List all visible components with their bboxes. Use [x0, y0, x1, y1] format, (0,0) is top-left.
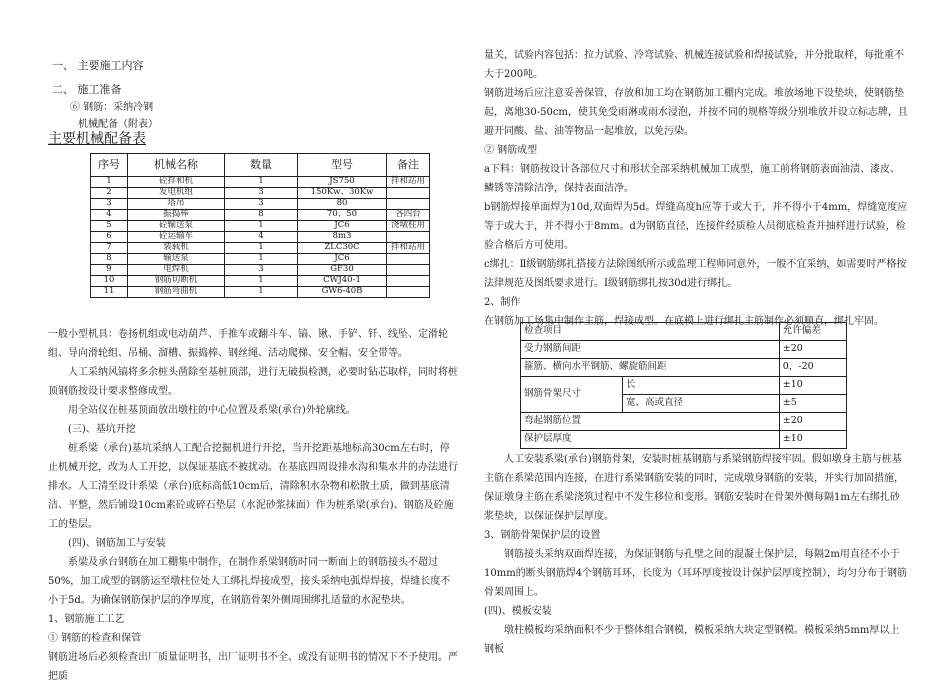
table-header-row [91, 154, 430, 177]
tol-subitem: 长 [623, 377, 780, 395]
table-cell: CWJ40-1 [298, 276, 387, 287]
paragraph-fabrication: 在钢筋加工场集中制作主筋，焊接成型。在底模上进行绑扎主筋制作必须顺直，绑扎牢固。 [484, 316, 884, 327]
table-cell [387, 188, 430, 199]
table-cell: 7 [91, 243, 128, 254]
section-rebar-inspection: ① 钢筋的检查和保管 [48, 633, 142, 644]
paragraph-cover: 钢筋接头采纳双面焊连接，为保证钢筋与孔壁之间的混凝土保护层，每隔2m用直径不小于10mm的断头钢筋焊4个钢筋耳环，长度为（耳环厚度按设计保护层厚度控制），均匀分布于钢筋骨架周围上。 [484, 549, 908, 598]
table-cell: 3 [91, 199, 128, 210]
table-cell: 8m3 [298, 232, 387, 243]
machinery-note: 机械配备（附表） [78, 119, 158, 130]
heading-preparation: 二、 施工准备 [52, 83, 122, 96]
table-row [91, 188, 430, 199]
table-cell: 钢筋弯曲机 [128, 287, 225, 298]
header-no: 序号 [91, 154, 128, 177]
table-cell: 1 [225, 221, 298, 232]
table-cell: 砼拌和机 [128, 177, 225, 188]
paragraph-formwork: 墩柱模板均采纳面积不少于整体组合钢模，模板采纳大块定型钢模。模板采纳5mm厚以上钢板 [484, 625, 900, 655]
section-cover: 3、钢筋骨架保护层的设置 [484, 530, 601, 541]
table-cell [387, 276, 430, 287]
table-row [521, 359, 847, 377]
tol-value: ±10 [779, 377, 846, 395]
table-cell [387, 265, 430, 276]
paragraph-pile-head: 人工采纳风镐将多余桩头凿除至基桩顶部，进行无破损检测，必要时钻芯取样，同时将桩顶钢筋按设计要求整修成型。 [48, 367, 458, 397]
table-cell: 6 [91, 232, 128, 243]
machinery-table [90, 153, 430, 298]
table-cell: 电焊机 [128, 265, 225, 276]
paragraph-installation: 人工安装系梁(承台)钢筋骨架，安装时桩基钢筋与系梁钢筋焊接牢固。假如墩身主筋与桩基主筋在系梁范围内连接，在进行系梁钢筋安装的同时，完成墩身钢筋的安装，并实行加固措施，保证墩身主筋在系梁浇筑过程中不发生移位和变形。钢筋安装时在骨架外侧每隔1m左右绑扎砂浆垫块，以保证保护层厚度。 [484, 454, 904, 522]
table-cell: 8 [225, 210, 298, 221]
section-excavation: (三)、基坑开挖 [68, 424, 136, 435]
paragraph-excavation: 桩系梁（承台)基坑采纳人工配合挖掘机进行开挖，当开挖距基地标高30cm左右时，停止机械开挖，改为人工开挖，以保证基底不被扰动。在基底四周设排水沟和集水井的办法进行排水。人工清至设计系梁（承台)底标高低10cm后，清除积水杂物和松散土质，做到基底清洁、平整，然后铺设10cm素砼或碎石垫层（水泥砂浆抹面）作为桩系梁(承台)、钢筋及砼施工的垫层。 [48, 443, 458, 530]
table-cell: 1 [225, 254, 298, 265]
table-cell: 3 [225, 188, 298, 199]
table-cell: 11 [91, 287, 128, 298]
table-cell: 装载机 [128, 243, 225, 254]
table-cell: 浇墩柱用 [387, 221, 430, 232]
right-column [484, 46, 909, 331]
paragraph-cutting: a下料：钢筋按设计各部位尺寸和形状全部采纳机械加工成型，施工前将钢筋表面油渍、漆皮、鳞锈等清除洁净，保持表面洁净。 [484, 164, 900, 194]
heading-main-content: 一、 主要施工内容 [52, 59, 144, 72]
paragraph-inspection: 钢筋进场后必须检查出厂质量证明书，出厂证明书不全、或没有证明书的情况下不予使用。严把质 [48, 652, 458, 682]
table-cell: 塔吊 [128, 199, 225, 210]
table-cell: 1 [225, 276, 298, 287]
table-cell: JC6 [298, 254, 387, 265]
table-cell: JS750 [298, 177, 387, 188]
table-row [521, 341, 847, 359]
table-cell: 1 [91, 177, 128, 188]
table-cell: 80 [298, 199, 387, 210]
table-row [521, 377, 847, 395]
header-model: 型号 [298, 154, 387, 177]
table-row [91, 221, 430, 232]
section-rebar-process: 1、钢筋施工工艺 [48, 614, 125, 625]
table-row [91, 243, 430, 254]
rebar-note: ⑥ 钢筋：采纳冷钢 [70, 102, 154, 113]
header-qty: 数量 [225, 154, 298, 177]
table-cell: GF30 [298, 265, 387, 276]
table-cell: 拌和站用 [387, 243, 430, 254]
table-row [91, 177, 430, 188]
paragraph-rebar: 系梁及承台钢筋在加工棚集中制作，在制作系梁钢筋时同一断面上的钢筋接头不超过50%，加工成型的钢筋运至墩柱位处人工绑扎焊接成型，接头采纳电弧焊焊接，焊缝长度不小于5d。为确保钢筋保护层的净厚度，在钢筋骨架外侧周围绑扎适量的水泥垫块。 [48, 557, 451, 606]
table-row [91, 199, 430, 210]
section-formwork: (四)、模板安装 [484, 606, 552, 617]
table-cell: 输送泵 [128, 254, 225, 265]
table-cell: 各四台 [387, 210, 430, 221]
tol-value: ±20 [779, 341, 846, 359]
tol-item: 受力钢筋间距 [521, 341, 780, 359]
section-rebar: (四)、钢筋加工与安装 [68, 538, 166, 549]
left-body [48, 325, 458, 686]
table-cell: 5 [91, 221, 128, 232]
table-row [91, 265, 430, 276]
paragraph-small-tools: 一般小型机具：卷扬机组或电动葫芦、手推车或翻斗车、镐、锹、手铲、钎、线坠、定滑轮组、导向滑轮组、吊桶、溜槽、振捣棒、钢丝绳、活动爬梯、安全帽、安全带等。 [48, 329, 448, 359]
paragraph-survey: 用全站仪在桩基顶面放出墩柱的中心位置及系梁(承台)外轮廓线。 [68, 405, 356, 416]
table-cell: 1 [225, 177, 298, 188]
table-cell: 10 [91, 276, 128, 287]
paragraph-storage: 钢筋进场后应注意妥善保管，存放和加工均在钢筋加工棚内完成。堆放场地下设垫块，使钢筋垫起，离地30-50cm，使其免受雨淋或雨水浸泡，并按不同的规格等级分别堆放并设立标志牌，且避开同酸、盐、油等物品一起堆放，以免污染。 [484, 88, 908, 137]
table-cell: JC6 [298, 221, 387, 232]
table-cell [387, 232, 430, 243]
section-fabrication: 2、制作 [484, 297, 521, 308]
tol-item: 钢筋骨架尺寸 [521, 377, 623, 413]
table-cell: 3 [225, 265, 298, 276]
table-row [91, 210, 430, 221]
table-row [91, 287, 430, 298]
tol-value: ±10 [779, 431, 846, 449]
right-column-lower [484, 450, 909, 659]
table-cell: 发电机组 [128, 188, 225, 199]
paragraph-binding: c绑扎：Ⅱ级钢筋绑扎搭接方法除图纸所示或监理工程师同意外，一般不宜采纳，如需要时严格按法律规范及图纸要求进行。Ⅰ级钢筋绑扎按30d进行绑扎。 [484, 259, 907, 289]
table-row [91, 254, 430, 265]
table-title: 主要机械配备表 [48, 131, 146, 147]
machinery-table-body [91, 177, 430, 298]
paragraph-welding: b钢筋焊接单面焊为10d,双面焊为5d。焊缝高度h应等于或大于，并不得小于4mm，焊缝宽度应等于或大于，并不得小于8mm。d为钢筋直径，连接件经质检人员彻底检查并抽样进行试验，检验合格后方可使用。 [484, 202, 908, 251]
table-cell: 钢筋切断机 [128, 276, 225, 287]
table-row [521, 431, 847, 449]
tolerance-header-row [521, 323, 847, 341]
table-row [521, 413, 847, 431]
tolerance-table [520, 322, 847, 449]
tol-header-deviation: 允许偏差 [779, 323, 846, 341]
tol-subitem: 宽、高或直径 [623, 395, 780, 413]
table-cell: 砼输送泵 [128, 221, 225, 232]
table-cell [387, 199, 430, 210]
tol-header-item: 检查项目 [521, 323, 780, 341]
table-row [91, 232, 430, 243]
table-cell: 9 [91, 265, 128, 276]
paragraph-test-items: 量关，试验内容包括：拉力试验、冷弯试验、机械连接试验和焊接试验，并分批取样，每批重不大于200吨。 [484, 50, 904, 80]
table-cell: 3 [225, 199, 298, 210]
table-cell: 1 [225, 243, 298, 254]
tol-value: ±20 [779, 413, 846, 431]
tol-value: 0，-20 [779, 359, 846, 377]
table-cell: 70、50 [298, 210, 387, 221]
table-cell: ZLC30C [298, 243, 387, 254]
table-cell: 砼运输车 [128, 232, 225, 243]
table-cell: 2 [91, 188, 128, 199]
table-cell: 振捣棒 [128, 210, 225, 221]
section-forming: ② 钢筋成型 [484, 145, 538, 156]
tol-value: ±5 [779, 395, 846, 413]
table-cell: GW6-40B [298, 287, 387, 298]
tol-item: 保护层厚度 [521, 431, 780, 449]
table-cell: 4 [225, 232, 298, 243]
tol-item: 箍筋、横向水平钢筋、螺旋筋间距 [521, 359, 780, 377]
table-cell [387, 254, 430, 265]
table-cell: 拌和站用 [387, 177, 430, 188]
table-cell: 4 [91, 210, 128, 221]
table-cell: 1 [225, 287, 298, 298]
tol-item: 弯起钢筋位置 [521, 413, 780, 431]
table-cell [387, 287, 430, 298]
table-cell: 8 [91, 254, 128, 265]
header-remark: 备注 [387, 154, 430, 177]
table-row [91, 276, 430, 287]
header-name: 机械名称 [128, 154, 225, 177]
table-cell: 150Kw、30Kw [298, 188, 387, 199]
